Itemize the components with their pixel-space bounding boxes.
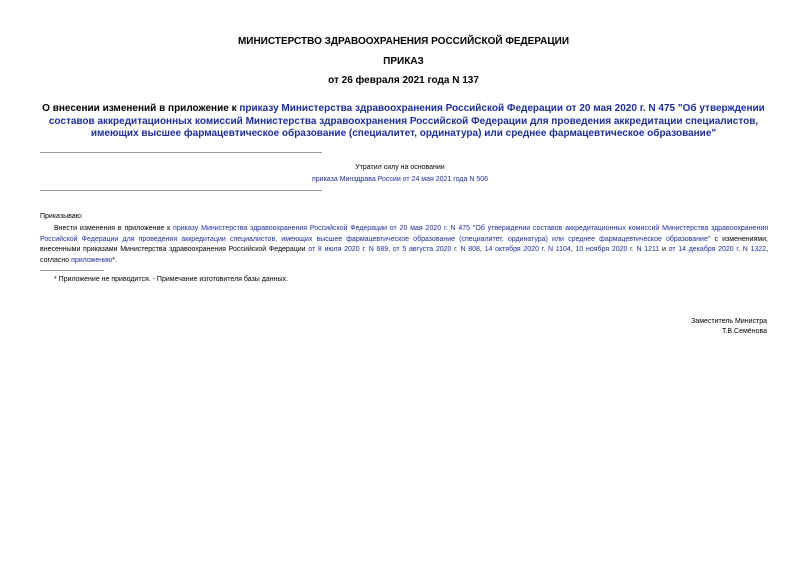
- paragraph-sep-2: ,: [479, 246, 485, 253]
- paragraph-sep-4: и: [659, 246, 669, 253]
- paragraph-text-3: , согласно: [40, 246, 769, 264]
- lost-force-line: Утратил силу на основании: [355, 164, 445, 171]
- footnote: * Приложение не приводится. - Примечание изготовителя базы данных.: [54, 276, 288, 283]
- appendix-link[interactable]: приложению: [71, 256, 113, 264]
- order-475-link[interactable]: приказу Министерства здравоохранения Российской Федерации от 20 мая 2020 г. N 475 "Об утверждении составов аккредитационных комиссий Министерства здравоохранения Российской Федерации для проведения аккредитации специалистов, имеющих высшее фармацевтическое образование (специалитет, ординатура) или среднее фармацевтическое образование": [40, 225, 769, 243]
- document-type: ПРИКАЗ: [383, 56, 424, 67]
- paragraph-sep-3: ,: [570, 246, 576, 253]
- paragraph-text-1: Внести изменения в приложение к: [54, 225, 174, 232]
- order-word: Приказываю:: [40, 213, 83, 220]
- signature-name: Т.В.Семёнова: [721, 328, 767, 335]
- paragraph-sep-1: ,: [388, 246, 393, 253]
- order-689-link[interactable]: от 8 июля 2020 г. N 689: [308, 246, 389, 253]
- order-paragraph: [40, 224, 768, 266]
- divider-top: [40, 152, 322, 153]
- ministry-title: МИНИСТЕРСТВО ЗДРАВООХРАНЕНИЯ РОССИЙСКОЙ ФЕДЕРАЦИИ: [237, 36, 570, 47]
- heading-prefix: О внесении изменений в приложение к: [42, 103, 240, 114]
- heading-link[interactable]: приказу Министерства здравоохранения Российской Федерации от 20 мая 2020 г. N 475 "Об утверждении составов аккредитационных комиссий Министерства здравоохранения Российской Федерации для проведения аккредитации специалистов, имеющих высшее фармацевтическое образование (специалитет, ординатура) или среднее фармацевтическое образование": [48, 103, 765, 139]
- document-date-number: от 26 февраля 2021 года N 137: [328, 75, 479, 86]
- order-1104-link[interactable]: 14 октября 2020 г. N 1104: [484, 246, 571, 253]
- order-1211-link[interactable]: 10 ноября 2020 г. N 1211: [575, 246, 660, 253]
- lost-force-link[interactable]: приказа Минздрава России от 24 мая 2021 года N 506: [311, 176, 489, 183]
- paragraph-text-4: *.: [112, 256, 117, 264]
- divider-bottom: [40, 190, 322, 191]
- footnote-divider: [40, 270, 104, 271]
- signature-position: Заместитель Министра: [691, 318, 767, 325]
- paragraph-text-2: с изменениями, внесенными приказами Министерства здравоохранения Российской Федерации: [40, 235, 768, 253]
- document-heading: [40, 103, 767, 141]
- order-808-link[interactable]: от 5 августа 2020 г. N 808: [392, 246, 480, 253]
- order-1322-link[interactable]: от 14 декабря 2020 г. N 1322: [668, 246, 767, 253]
